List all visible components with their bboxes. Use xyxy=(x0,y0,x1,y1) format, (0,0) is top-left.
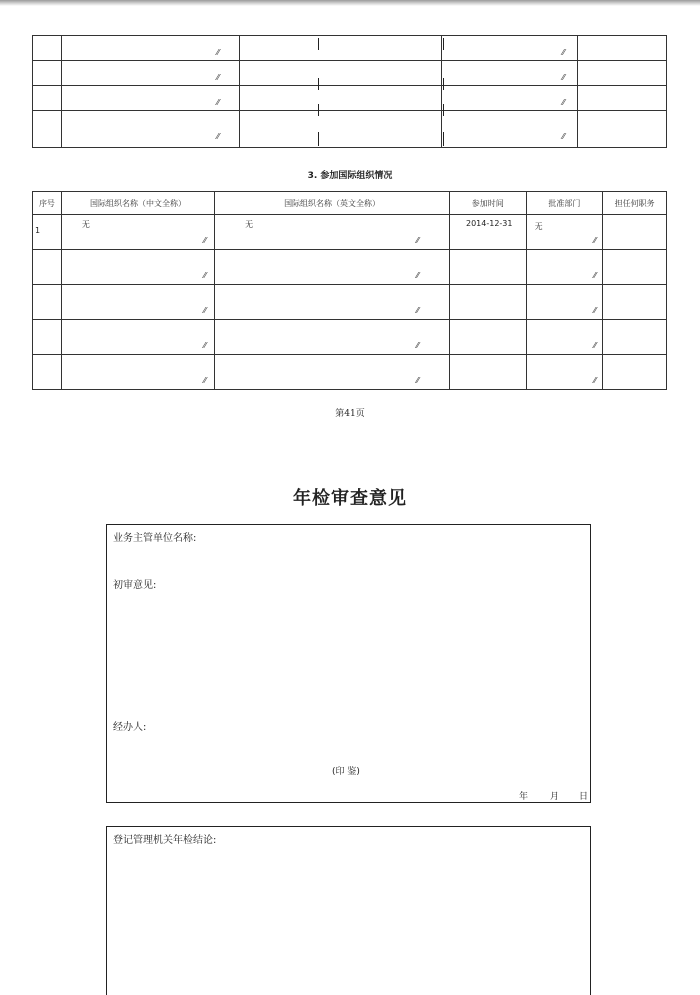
cell-approval-dept: 无 xyxy=(534,222,543,231)
table-row: ⁄⁄ ⁄⁄ ⁄⁄ xyxy=(33,285,667,320)
page-number: 第41页 xyxy=(335,409,365,419)
table-divider xyxy=(318,104,319,116)
cell-name-cn: 无 xyxy=(81,220,90,229)
col-header-position: 担任何职务 xyxy=(603,192,667,215)
table-divider xyxy=(443,104,444,116)
table-divider xyxy=(318,38,319,50)
table-row: ⁄⁄ ⁄⁄ xyxy=(33,61,667,86)
cell-index: 1 xyxy=(35,226,41,235)
col-header-join-date: 参加时间 xyxy=(449,192,526,215)
section-title: 3. 参加国际组织情况 xyxy=(307,171,393,181)
table-row: 1 无 ⁄⁄ 无 ⁄⁄ 2014-12-31 无 ⁄⁄ xyxy=(33,215,667,250)
month-label: 月 xyxy=(550,792,560,802)
scan-top-edge xyxy=(0,0,700,6)
table-row: ⁄⁄ ⁄⁄ xyxy=(33,36,667,61)
annual-review-title: 年检审查意见 xyxy=(293,488,407,509)
table-row: ⁄⁄ ⁄⁄ ⁄⁄ xyxy=(33,320,667,355)
cell-join-date: 2014-12-31 xyxy=(465,219,513,228)
col-header-name-en: 国际组织名称（英文全称） xyxy=(215,192,450,215)
review-box xyxy=(106,524,591,803)
table-row: ⁄⁄ ⁄⁄ ⁄⁄ xyxy=(33,355,667,390)
org-table xyxy=(32,191,667,390)
conclusion-label: 登记管理机关年检结论: xyxy=(113,835,217,846)
table-header-row xyxy=(33,192,667,215)
table-row: ⁄⁄ ⁄⁄ xyxy=(33,86,667,111)
col-header-approval-dept: 批准部门 xyxy=(526,192,603,215)
table-divider xyxy=(443,38,444,50)
registration-box xyxy=(106,826,591,995)
table-divider xyxy=(443,132,444,146)
supervisor-label: 业务主管单位名称: xyxy=(113,533,197,544)
table-divider xyxy=(318,78,319,90)
initial-opinion-label: 初审意见: xyxy=(113,580,157,591)
table-row: ⁄⁄ ⁄⁄ ⁄⁄ xyxy=(33,250,667,285)
cell-name-en: 无 xyxy=(245,220,254,229)
seal-label: (印 鉴) xyxy=(332,767,360,777)
table-divider xyxy=(443,78,444,90)
table-divider xyxy=(318,132,319,146)
previous-table xyxy=(32,35,667,148)
col-header-index: 序号 xyxy=(33,192,62,215)
year-label: 年 xyxy=(519,792,529,802)
col-header-name-cn: 国际组织名称（中文全称） xyxy=(61,192,214,215)
handler-label: 经办人: xyxy=(113,722,147,733)
table-row: ⁄⁄ ⁄⁄ xyxy=(33,111,667,148)
day-label: 日 xyxy=(579,792,589,802)
